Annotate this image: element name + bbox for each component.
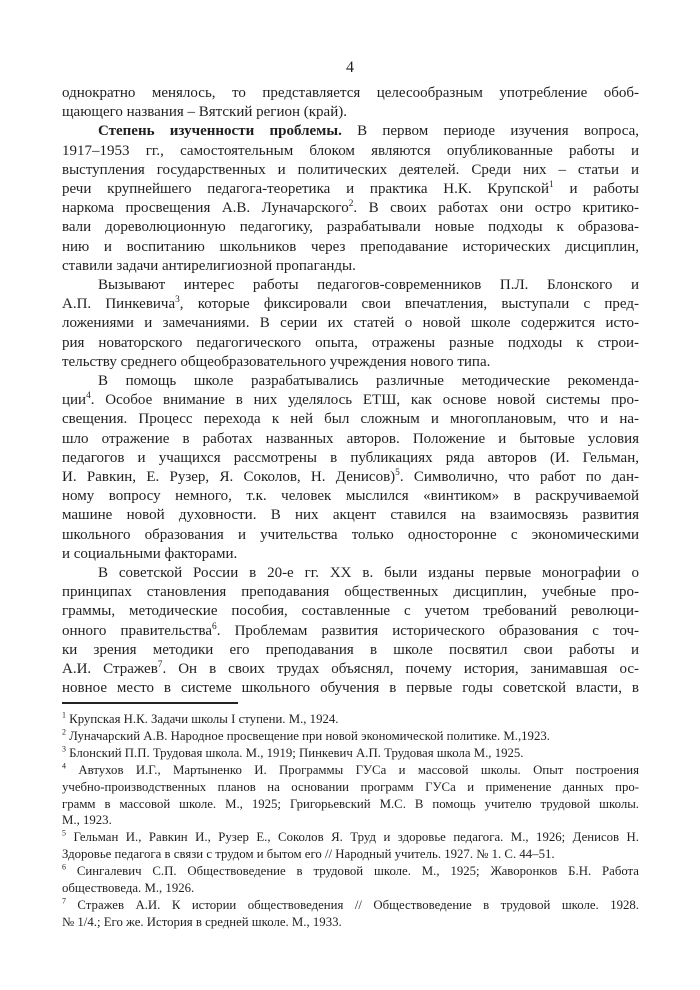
- body-text-line: 1917–1953 гг., самостоятельным блоком являются опубликованные работы и: [62, 142, 639, 159]
- body-text-line: свещения. Процесс перехода к ней был сложным и многоплановым, что и на-: [62, 411, 639, 428]
- footnote-line: $^2$ Луначарский А.В. Народное просвещение при новой экономической политике. М.,1923.: [62, 727, 550, 743]
- body-text-line: тельству среднего общеобразовательного учреждения нового типа.: [62, 353, 491, 370]
- footnote-separator-rule: [62, 702, 238, 704]
- body-text-line: И. Равкин, Е. Рузер, Я. Соколов, Н. Денисов)$^5$. Символично, что работ по дан-: [62, 468, 639, 486]
- footnote-reference: 4: [62, 761, 66, 771]
- body-text-line: ному вопросу немного, т.к. человек мыслился «винтиком» в раскручиваемой: [62, 488, 639, 505]
- footnote-line: грамм в массовой школе. М., 1925; Григорьевский М.С. В помощь учителю трудовой школы.: [62, 796, 639, 811]
- footnote-line: № 1/4.; Его же. История в средней школе. М., 1933.: [62, 914, 342, 929]
- body-text-line: принципах становления преподавания общественных дисциплин, учебные про-: [62, 584, 639, 601]
- body-text-line: нию и воспитанию школьников через преподавание исторических дисциплин,: [62, 238, 639, 255]
- body-text-line: граммы, методические пособия, составленные с учетом требований революци-: [62, 603, 639, 620]
- body-text-line: ложениями и замечаниями. В серии их статей о новой школе содержится исто-: [62, 315, 639, 332]
- footnote-line: $^4$ Автухов И.Г., Мартыненко И. Программы ГУСа и массовой школы. Опыт построения: [62, 761, 639, 777]
- body-text-line: школьного образования и учительства только односторонне с экономическими: [62, 526, 639, 543]
- body-text-line: рия новаторского педагогического опыта, отражены разные подходы к строи-: [62, 334, 639, 351]
- body-text-line: вали дореволюционную педагогику, разрабатывали новые подходы к образова-: [62, 219, 639, 236]
- footnote-line: $^7$ Стражев А.И. К истории обществоведения // Обществоведение в трудовой школе. 1928.: [62, 896, 639, 912]
- body-text-line: А.И. Стражев$^7$. Он в своих трудах объяснял, почему история, занимавшая ос-: [62, 660, 639, 678]
- footnote-line: $^6$ Сингалевич С.П. Обществоведение в трудовой школе. М., 1925; Жаворонков Б.Н. Работа: [62, 862, 639, 879]
- body-text-line: и социальными факторами.: [62, 545, 238, 562]
- body-text-line: Вызывают интерес работы педагогов-современников П.Л. Блонского и: [98, 277, 639, 294]
- body-text-line: новное место в системе школьного обучения в первые годы советской власти, в: [62, 680, 639, 697]
- footnote-reference: 7: [62, 896, 66, 906]
- body-text-line: А.П. Пинкевича$^3$, которые фиксировали свои впечатления, выступали с пред-: [62, 295, 639, 313]
- footnote-line: обществоведа. М., 1926.: [62, 881, 195, 896]
- footnote-line: Здоровье педагога в связи с трудом и бытом его // Народный учитель. 1927. № 1. С. 44–51.: [62, 847, 555, 862]
- footnote-reference: 7: [157, 660, 163, 671]
- body-text-line: речи крупнейшего педагога-теоретика и практика Н.К. Крупской$^1$ и работы: [62, 180, 639, 198]
- body-text: [62, 84, 639, 699]
- footnote-reference: 6: [62, 862, 66, 872]
- footnotes-section: [62, 702, 639, 931]
- footnote-line: М., 1923.: [62, 813, 112, 828]
- footnote-reference: 5: [62, 829, 66, 839]
- body-text-line: машине новой духовности. В них акцент ставился на взаимосвязь развития: [62, 507, 639, 524]
- body-text-line: Степень изученности проблемы. В первом периоде изучения вопроса,: [98, 123, 639, 140]
- body-text-line: наркома просвещения А.В. Луначарского$^2$. В своих работах они остро критико-: [62, 199, 639, 217]
- footnote-reference: 5: [395, 468, 400, 479]
- footnote-reference: 6: [212, 621, 217, 632]
- footnote-reference: 4: [86, 391, 91, 402]
- footnote-reference: 1: [62, 710, 66, 720]
- footnote-reference: 2: [348, 199, 354, 210]
- body-text-line: однократно менялось, то представляется целесообразным употребление обоб-: [62, 85, 639, 101]
- body-text-line: ки зрения методики его преподавания в школе посвятил свои работы и: [62, 641, 639, 658]
- footnote-line: $^3$ Блонский П.П. Трудовая школа. М., 1919; Пинкевич А.П. Трудовая школа М., 1925.: [62, 744, 524, 760]
- footnote-line: учебно-производственных планов на основании программ ГУСа и применение данных про-: [62, 779, 639, 794]
- footnote-reference: 2: [62, 727, 66, 737]
- body-text-line: педагогов и учащихся рассмотрены в публикациях ряда авторов (И. Гельман,: [62, 449, 639, 466]
- body-text-line: ции$^4$. Особое внимание в них уделялось ЕТШ, как основе новой системы про-: [62, 391, 639, 409]
- page-number: 4: [346, 59, 354, 76]
- body-text-line: ставили задачи антирелигиозной пропаганды.: [62, 257, 356, 274]
- body-text-line: онного правительства$^6$. Проблемам развития исторического образования с точ-: [62, 621, 639, 639]
- body-text-line: шло отражение в работах названных авторов. Положение и бытовые условия: [62, 430, 639, 447]
- footnote-line: $^1$ Крупская Н.К. Задачи школы I ступени. М., 1924.: [62, 710, 339, 726]
- body-text-line: выступления государственных и политических деятелей. Среди них – статьи и: [62, 161, 639, 178]
- body-text-line: В советской России в 20-е гг. XX в. были изданы первые монографии о: [98, 565, 639, 582]
- body-text-line: щающего названия – Вятский регион (край).: [62, 104, 347, 121]
- body-text-line: В помощь школе разрабатывались различные методические рекоменда-: [98, 373, 639, 390]
- footnote-reference: 1: [548, 180, 554, 191]
- footnote-reference: 3: [175, 295, 180, 306]
- footnote-line: $^5$ Гельман И., Равкин И., Рузер Е., Соколов Я. Труд и здоровье педагога. М., 1926; Денисов Н.: [62, 829, 639, 845]
- footnote-reference: 3: [62, 744, 66, 754]
- footnotes-list: [62, 711, 639, 931]
